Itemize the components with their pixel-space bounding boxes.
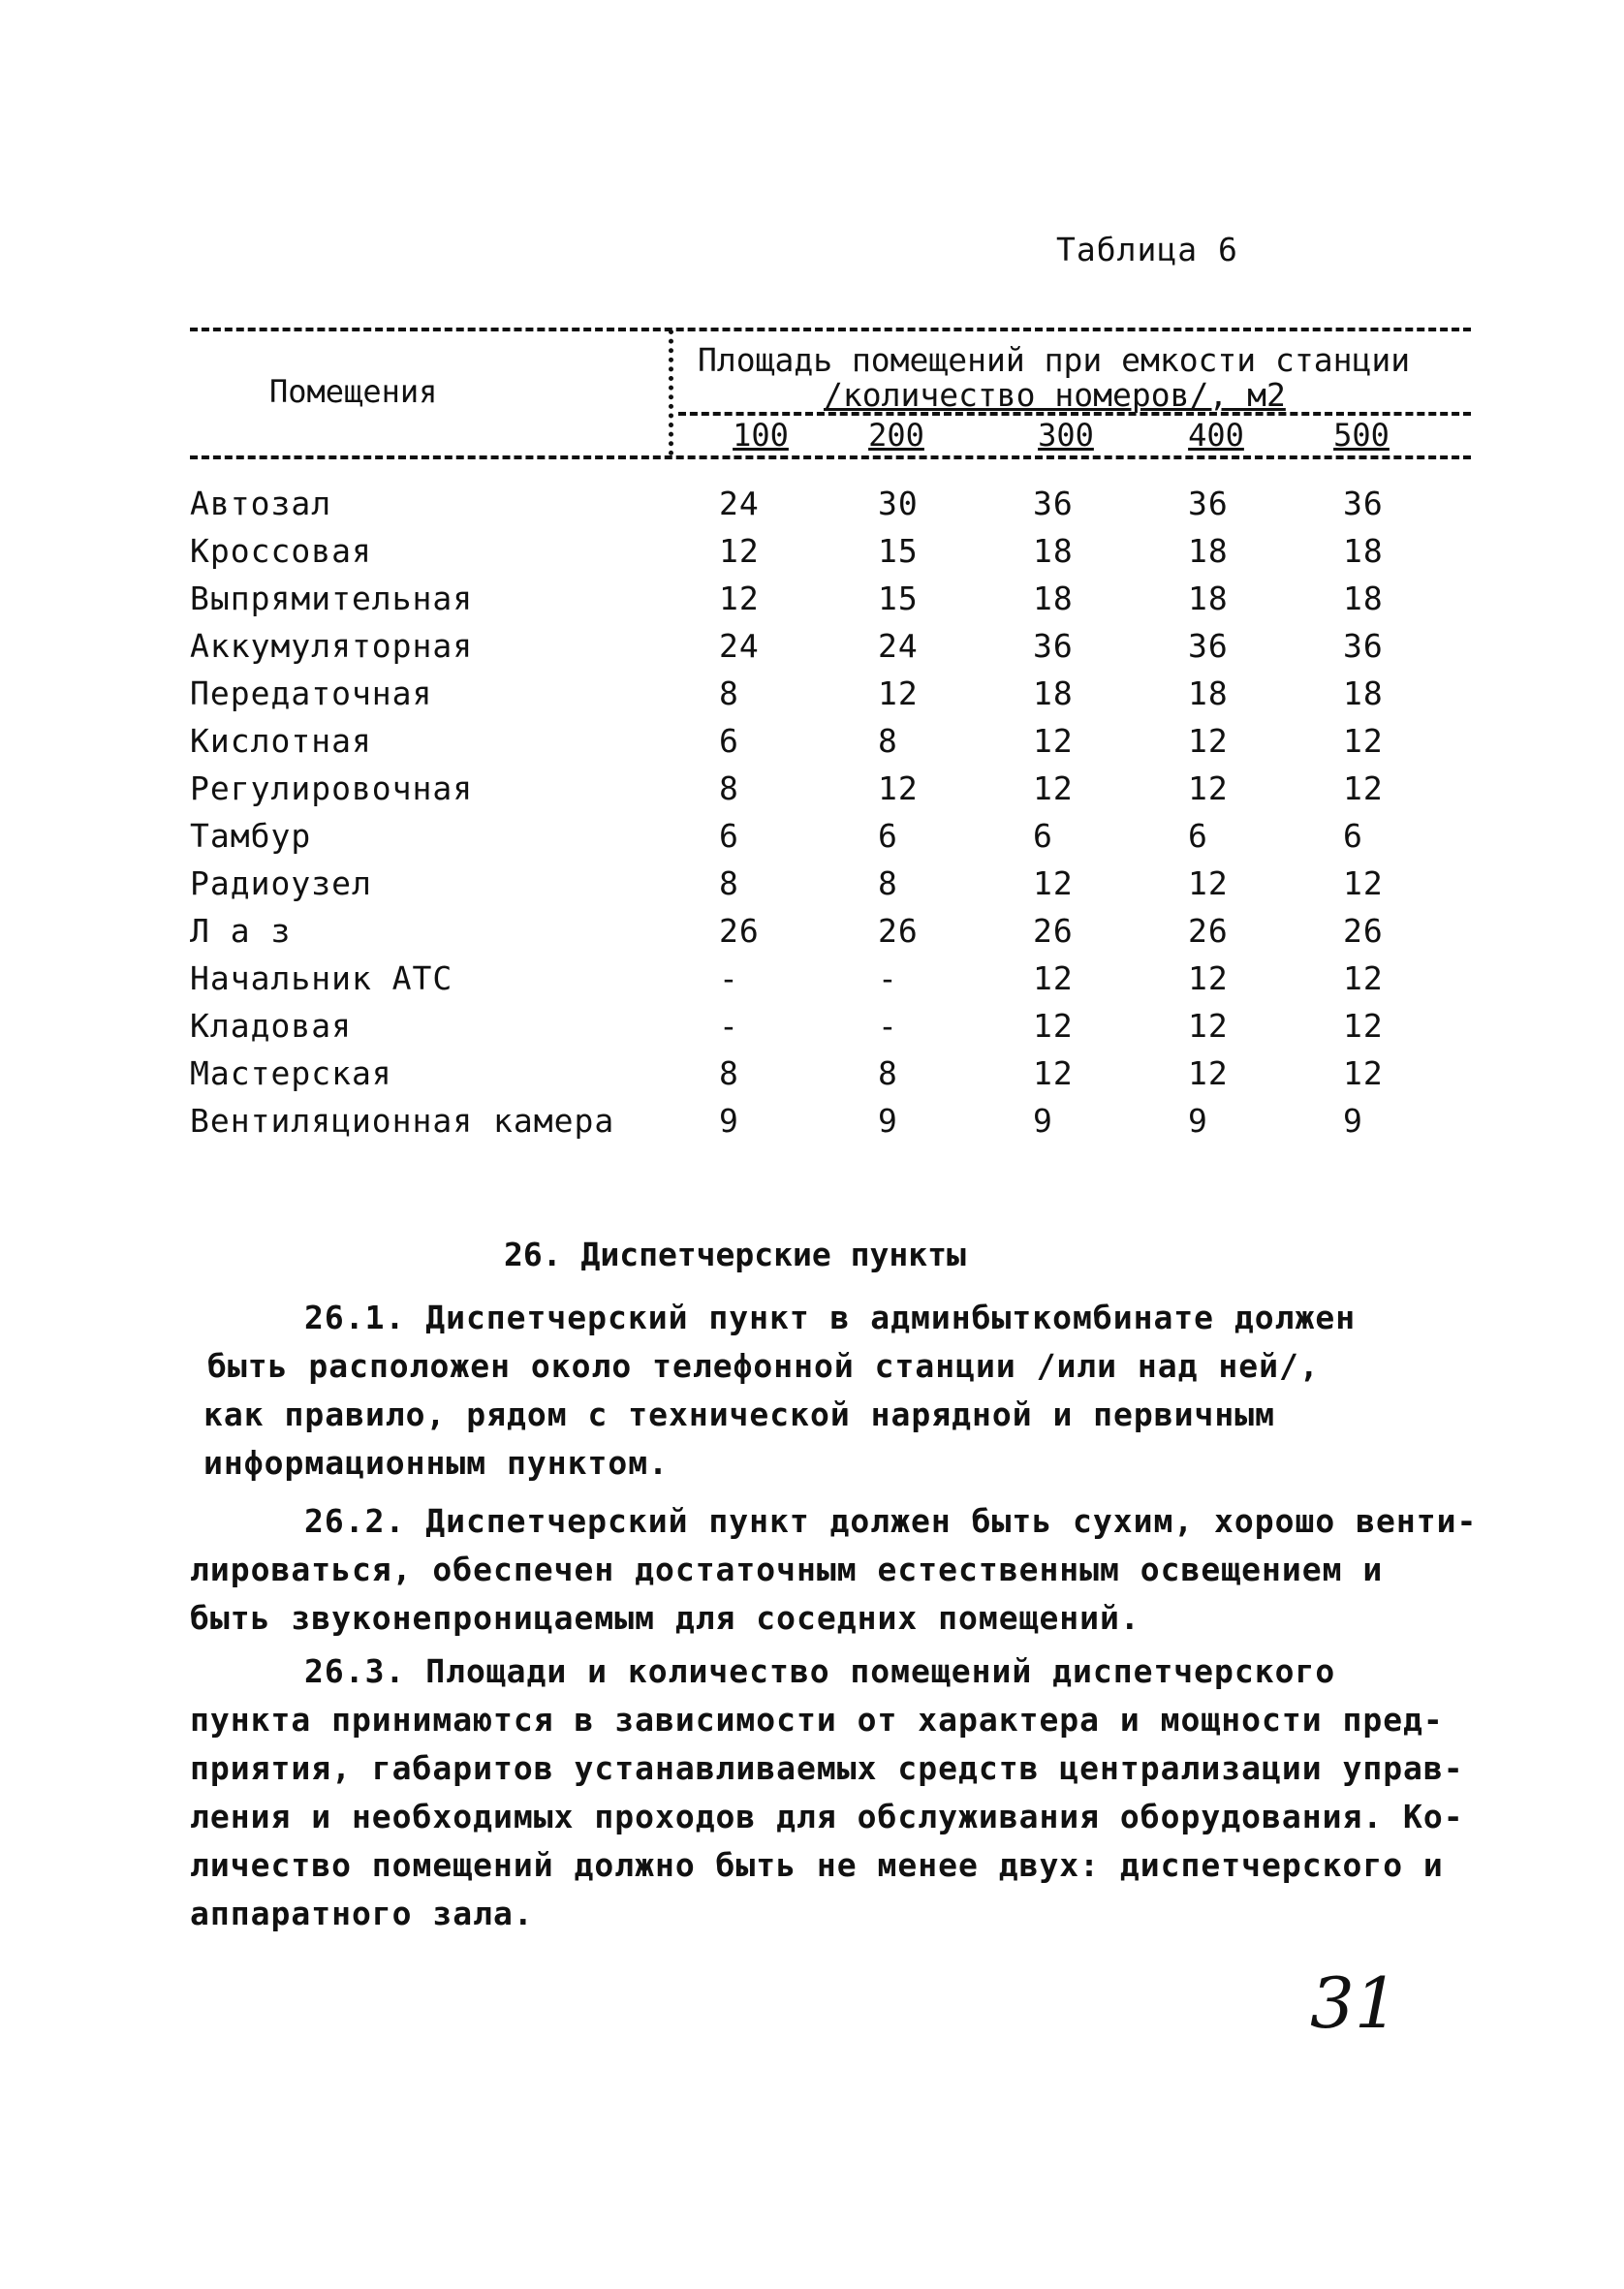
area-value: 26 [719, 912, 760, 950]
area-value: - [719, 1007, 739, 1045]
text-line: как правило, рядом с технической нарядной и первичным [203, 1395, 1275, 1433]
room-name: Передаточная [190, 674, 433, 712]
text-line: 26.1. Диспетчерский пункт в админбыткомбинате должен [304, 1299, 1357, 1336]
area-value: 18 [1343, 532, 1384, 570]
area-value: 18 [1343, 580, 1384, 617]
area-value: 6 [878, 817, 898, 855]
area-value: 24 [719, 627, 760, 665]
area-value: 18 [1188, 674, 1229, 712]
area-value: 26 [1188, 912, 1229, 950]
paragraph-26-2 [190, 1497, 1478, 1643]
text-line: приятия, габаритов устанавливаемых средств централизации управ- [190, 1749, 1464, 1787]
section-title: 26. Диспетчерские пункты [504, 1236, 966, 1273]
room-name: Радиоузел [190, 864, 372, 902]
area-value: 12 [1188, 1007, 1229, 1045]
capacity-header: 400 [1188, 417, 1244, 454]
area-value: 18 [1033, 580, 1074, 617]
area-value: 12 [719, 532, 760, 570]
area-value: 12 [1343, 722, 1384, 760]
text-line: информационным пунктом. [203, 1444, 669, 1482]
area-value: 12 [1343, 1007, 1384, 1045]
area-value: 12 [1033, 722, 1074, 760]
room-name: Автозал [190, 485, 332, 522]
area-value: 36 [1188, 485, 1229, 522]
area-value: 6 [719, 722, 739, 760]
area-value: 12 [1033, 1054, 1074, 1092]
area-value: 36 [1343, 627, 1384, 665]
room-name: Кроссовая [190, 532, 372, 570]
text-line: 26.3. Площади и количество помещений диспетчерского [304, 1652, 1336, 1690]
area-value: 6 [1033, 817, 1053, 855]
room-name: Аккумуляторная [190, 627, 474, 665]
column-header-rooms: Помещения [269, 373, 438, 410]
room-name: Начальник АТС [190, 959, 453, 997]
area-value: 6 [719, 817, 739, 855]
area-value: 12 [1188, 769, 1229, 807]
area-value: 24 [719, 485, 760, 522]
area-value: 12 [878, 769, 919, 807]
column-header-unit: /количество номеров/, м2 [824, 376, 1286, 414]
area-value: 18 [1033, 532, 1074, 570]
text-line: быть расположен около телефонной станции /или над ней/, [207, 1347, 1320, 1385]
text-line: пункта принимаются в зависимости от характера и мощности пред- [190, 1701, 1444, 1739]
column-header-area: Площадь помещений при емкости станции [698, 341, 1411, 379]
area-value: 24 [878, 627, 919, 665]
area-value: 18 [1033, 674, 1074, 712]
area-value: 36 [1343, 485, 1384, 522]
capacity-header: 100 [733, 417, 789, 454]
room-name: Л а з [190, 912, 292, 950]
area-value: 8 [719, 674, 739, 712]
area-value: 26 [878, 912, 919, 950]
area-value: 12 [1343, 959, 1384, 997]
area-value: 12 [1188, 864, 1229, 902]
area-value: 12 [1343, 864, 1384, 902]
area-value: 12 [1188, 722, 1229, 760]
area-value: 12 [1033, 959, 1074, 997]
area-value: 8 [719, 769, 739, 807]
area-value: 26 [1033, 912, 1074, 950]
area-value: 15 [878, 580, 919, 617]
area-value: 6 [1343, 817, 1363, 855]
area-value: 12 [719, 580, 760, 617]
capacity-header: 300 [1038, 417, 1094, 454]
paragraph-26-1 [190, 1294, 1469, 1488]
text-line: личество помещений должно быть не менее двух: диспетчерского и [190, 1846, 1444, 1884]
area-value: 6 [1188, 817, 1208, 855]
area-value: 9 [1343, 1102, 1363, 1140]
header-bottom-rule [190, 455, 1471, 459]
room-name: Вентиляционная камера [190, 1102, 615, 1140]
area-value: 8 [878, 864, 898, 902]
area-value: 26 [1343, 912, 1384, 950]
area-value: 36 [1033, 627, 1074, 665]
area-value: 12 [1188, 959, 1229, 997]
room-name: Мастерская [190, 1054, 392, 1092]
area-value: 12 [1343, 769, 1384, 807]
room-name: Выпрямительная [190, 580, 474, 617]
table-caption: Таблица 6 [1056, 231, 1238, 268]
area-value: 12 [1033, 769, 1074, 807]
area-value: - [878, 1007, 898, 1045]
table-top-rule [190, 328, 1471, 331]
area-value: - [878, 959, 898, 997]
area-value: 8 [719, 864, 739, 902]
area-value: 8 [719, 1054, 739, 1092]
text-line: 26.2. Диспетчерский пункт должен быть сухим, хорошо венти- [304, 1502, 1478, 1540]
area-value: 18 [1343, 674, 1384, 712]
area-value: 12 [1033, 1007, 1074, 1045]
header-separator [669, 329, 673, 455]
area-value: 9 [878, 1102, 898, 1140]
text-line: лироваться, обеспечен достаточным естественным освещением и [190, 1551, 1384, 1588]
area-value: 8 [878, 1054, 898, 1092]
room-name: Регулировочная [190, 769, 474, 807]
area-value: 18 [1188, 580, 1229, 617]
area-value: 36 [1033, 485, 1074, 522]
area-value: 12 [1033, 864, 1074, 902]
area-value: 9 [719, 1102, 739, 1140]
area-value: 18 [1188, 532, 1229, 570]
area-value: 12 [1343, 1054, 1384, 1092]
area-value: 12 [878, 674, 919, 712]
room-name: Кислотная [190, 722, 372, 760]
area-value: 8 [878, 722, 898, 760]
area-value: 9 [1188, 1102, 1208, 1140]
area-value: 9 [1033, 1102, 1053, 1140]
area-value: 30 [878, 485, 919, 522]
room-name: Тамбур [190, 817, 312, 855]
area-value: - [719, 959, 739, 997]
area-value: 36 [1188, 627, 1229, 665]
text-line: быть звуконепроницаемым для соседних помещений. [190, 1599, 1140, 1637]
area-value: 15 [878, 532, 919, 570]
capacity-header: 200 [868, 417, 924, 454]
capacity-header: 500 [1333, 417, 1390, 454]
paragraph-26-3 [190, 1647, 1469, 1938]
room-name: Кладовая [190, 1007, 352, 1045]
page-number: 31 [1310, 1962, 1399, 2044]
text-line: аппаратного зала. [190, 1895, 534, 1932]
area-value: 12 [1188, 1054, 1229, 1092]
text-line: ления и необходимых проходов для обслуживания оборудования. Ко- [190, 1798, 1464, 1835]
